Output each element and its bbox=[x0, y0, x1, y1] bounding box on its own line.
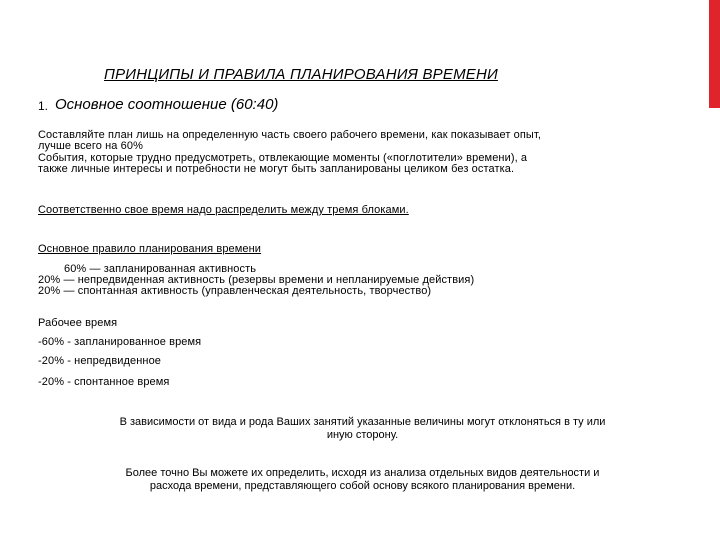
intro-line: Составляйте план лишь на определенную часть своего рабочего времени, как показывает опыт, bbox=[38, 129, 541, 141]
intro-line: События, которые трудно предусмотреть, отвлекающие моменты («поглотители» времени), а bbox=[38, 152, 528, 164]
work-time-heading: Рабочее время bbox=[38, 317, 118, 329]
section-number: 1. bbox=[38, 99, 49, 113]
rule-item: 60% — запланированная активность bbox=[64, 263, 257, 275]
accent-bar bbox=[709, 0, 720, 108]
work-time-item: -60% - запланированное время bbox=[38, 336, 202, 348]
note-line: расхода времени, представляющего собой основу всякого планирования времени. bbox=[149, 480, 576, 492]
section-heading: Основное соотношение (60:40) bbox=[55, 96, 279, 113]
intro-line: лучше всего на 60% bbox=[38, 140, 143, 152]
rule-item: 20% — спонтанная активность (управленческая деятельность, творчество) bbox=[38, 285, 432, 297]
intro-line: также личные интересы и потребности не могут быть запланированы целиком без остатка. bbox=[38, 163, 515, 175]
work-time-item: -20% - спонтанное время bbox=[38, 376, 170, 388]
note-line: иную сторону. bbox=[326, 429, 399, 441]
rule-heading: Основное правило планирования времени bbox=[38, 243, 262, 255]
page-title: ПРИНЦИПЫ И ПРАВИЛА ПЛАНИРОВАНИЯ ВРЕМЕНИ bbox=[104, 66, 498, 83]
note-deviation bbox=[40, 416, 685, 442]
note-line: Более точно Вы можете их определить, исходя из анализа отдельных видов деятельности и bbox=[125, 467, 600, 479]
rule-item: 20% — непредвиденная активность (резервы времени и непланируемые действия) bbox=[38, 274, 475, 286]
note-analysis bbox=[40, 467, 685, 493]
distribution-note: Соответственно свое время надо распределить между тремя блоками. bbox=[38, 204, 409, 216]
note-line: В зависимости от вида и рода Ваших занятий указанные величины могут отклоняться в ту или bbox=[119, 416, 606, 428]
work-time-item: -20% - непредвиденное bbox=[38, 355, 162, 367]
